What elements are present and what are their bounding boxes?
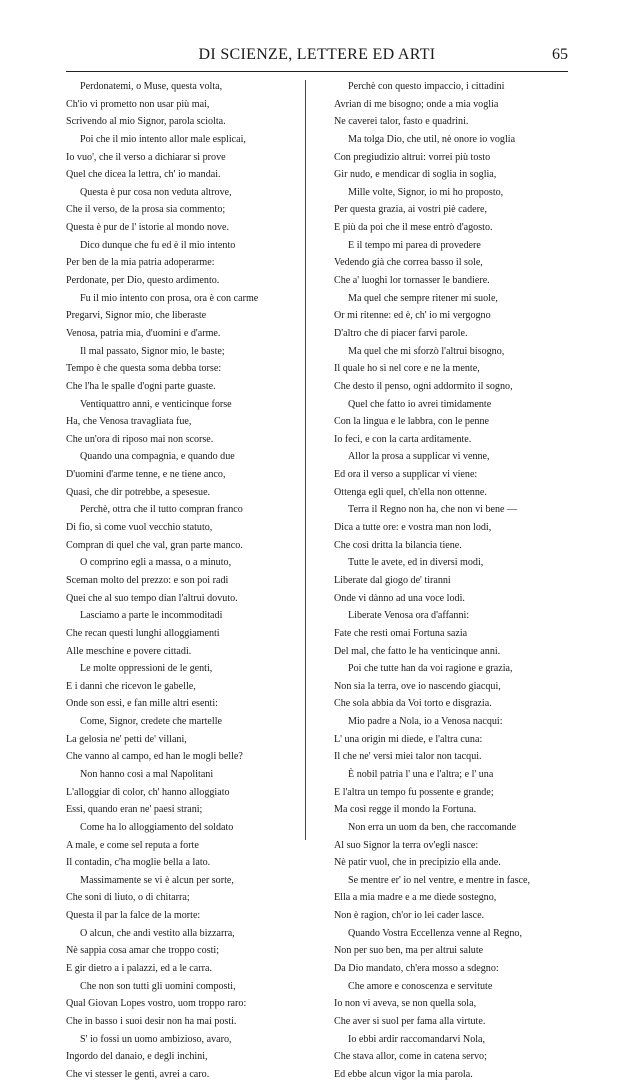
verse-line: O alcun, che andi vestito alla bizzarra, [80, 927, 235, 939]
verse-line: Tempo è che questa soma debba torse: [66, 363, 222, 375]
verse-line: Al suo Signor la terra ov'egli nasce: [334, 839, 479, 851]
verse-line: Ventiquattro anni, e venticinque forse [80, 398, 232, 410]
right-column [334, 78, 574, 1084]
verse-line: Non erra un uom da ben, che raccomande [348, 821, 517, 833]
verse-line: Che l'ha le spalle d'ogni parte guaste. [66, 380, 216, 392]
verse-line: Che recan questi lunghi alloggiamenti [66, 627, 220, 639]
verse-line: Lasciamo a parte le incommoditadi [80, 610, 223, 622]
verse-line: Tutte le avete, ed in diversi modi, [348, 557, 484, 569]
verse-line: Avrian di me bisogno; onde a mia voglia [334, 98, 499, 110]
verse-line: A male, e come sel reputa a forte [66, 839, 199, 851]
verse-line: D'altro che di piacer farvi parole. [334, 327, 468, 339]
verse-line: Nè patir vuol, che in precipizio ella ande. [334, 857, 501, 869]
verse-line: Con la lingua e le labbra, con le penne [334, 416, 489, 428]
verse-line: Quei che al suo tempo dian l'altrui dovuto. [66, 592, 238, 604]
verse-line: Scrivendo al mio Signor, parola sciolta. [66, 116, 226, 128]
verse-line: Sceman molto del prezzo: e son poi radi [66, 574, 229, 586]
verse-line: Ne caverei talor, fasto e quadrini. [334, 116, 469, 128]
verse-line: Liberate dal giogo de' tiranni [334, 574, 451, 586]
verse-line: Fate che resti omai Fortuna sazia [334, 627, 468, 639]
verse-line: La gelosia ne' petti de' villani, [66, 733, 187, 745]
verse-line: Quando Vostra Eccellenza venne al Regno, [348, 927, 522, 939]
verse-line: Che desto il penso, ogni addormito il sogno, [334, 380, 513, 392]
verse-line: Per questa grazia, ai vostri piè cadere, [334, 204, 488, 216]
running-title: DI SCIENZE, LETTERE ED ARTI [198, 46, 436, 63]
verse-line: L' una origin mi diede, e l'altra cuna: [334, 733, 483, 745]
verse-line: Questa il par la falce de la morte: [66, 910, 201, 922]
verse-line: Massimamente se vi è alcun per sorte, [80, 874, 234, 886]
verse-line: L'alloggiar di color, ch' hanno alloggiato [66, 786, 230, 798]
verse-line: Perdonatemi, o Muse, questa volta, [80, 81, 223, 92]
verse-line: Pregarvi, Signor mio, che liberaste [66, 310, 207, 322]
verse-line: Ma tolga Dio, che util, nè onore io voglia [348, 133, 516, 145]
verse-line: D'uomini d'arme tenne, e ne tiene anco, [66, 469, 226, 481]
verse-line: Ha, che Venosa travagliata fue, [66, 416, 192, 428]
verse-line: Del mal, che fatto le ha venticinque anni. [334, 645, 501, 657]
verse-line: Non hanno così a mal Napolitani [80, 768, 214, 780]
verse-line: Che il verso, de la prosa sia commento; [66, 204, 226, 216]
verse-line: Che stava allor, come in catena servo; [334, 1051, 487, 1063]
verse-line: È nobil patria l' una e l'altra; e l' una [348, 768, 494, 780]
verse-line: Questa è pur cosa non veduta altrove, [80, 186, 232, 198]
verse-line: Che aver si suol per fama alla virtute. [334, 1015, 486, 1027]
verse-line: O comprino egli a massa, o a minuto, [80, 557, 232, 569]
verse-line: Io non vi aveva, se non quella sola, [334, 998, 477, 1010]
verse-line: E l'altra un tempo fu possente e grande; [334, 786, 494, 798]
verse-line: Essi, quando eran ne' paesi strani; [66, 804, 203, 816]
verse-line: Il quale ho sì nel core e ne la mente, [334, 363, 480, 375]
verse-line: Quando una compagnia, e quando due [80, 451, 235, 463]
verse-line: Liberate Venosa ora d'affanni: [348, 610, 470, 622]
verse-line: Nè sappia cosa amar che troppo costi; [66, 945, 220, 957]
verse-line: Come, Signor, credete che martelle [80, 716, 222, 728]
verse-line: Compran di quel che val, gran parte manco. [66, 539, 243, 551]
verse-line: Di fio, sì come vuol vecchio statuto, [66, 522, 213, 534]
verse-line: Qual Giovan Lopes vostro, uom troppo raro: [66, 998, 247, 1010]
header-rule [66, 71, 568, 72]
verse-line: Venosa, patria mia, d'uomini e d'arme. [66, 327, 221, 339]
verse-line: Mio padre a Nola, io a Venosa nacqui: [348, 716, 503, 728]
verse-line: Da Dio mandato, ch'era mosso a sdegno: [334, 963, 499, 975]
verse-line: Questa è pur de l' istorie al mondo nove. [66, 222, 229, 234]
verse-line: E gir dietro a i palazzi, ed a le carra. [66, 963, 212, 975]
verse-line: Che in basso i suoi desir non ha mai posti. [66, 1015, 237, 1027]
verse-line: Poi che tutte han da voi ragione e grazia, [348, 663, 513, 675]
verse-line: Dico dunque che fu ed è il mio intento [80, 239, 236, 251]
verse-line: Perchè con questo impaccio, i cittadini [348, 81, 505, 92]
verse-line: Che sola abbia da Voi torto e disgrazia. [334, 698, 492, 710]
left-column [66, 78, 306, 1084]
verse-line: Onde son essi, e fan mille altri esenti: [66, 698, 218, 710]
verse-line: Ed ora il verso a supplicar vi viene: [334, 469, 478, 481]
verse-line: Che così dritta la bilancia tiene. [334, 539, 462, 551]
verse-line: Che vanno al campo, ed han le mogli belle? [66, 751, 243, 763]
verse-line: Con pregiudizio altrui: vorrei più tosto [334, 151, 491, 163]
verse-line: Come ha lo alloggiamento del soldato [80, 821, 234, 833]
verse-line: Ma quel che sempre ritener mi suole, [348, 292, 498, 304]
verse-line: Or mi ritenne: ed è, ch' io mi vergogno [334, 310, 491, 322]
verse-line: E i danni che ricevon le gabelle, [66, 680, 196, 692]
verse-line: Quel che fatto io avrei timidamente [348, 398, 492, 410]
verse-line: Alle meschine e povere cittadi. [66, 645, 192, 657]
verse-line: Mille volte, Signor, io mi ho proposto, [348, 186, 504, 198]
verse-line: Ed ebbe alcun vigor la mia parola. [334, 1068, 473, 1080]
verse-line: Le molte oppressioni de le genti, [80, 663, 213, 675]
verse-line: Che amore e conoscenza e servitute [348, 980, 493, 992]
verse-line: Fu il mio intento con prosa, ora è con carme [80, 292, 259, 304]
verse-line: Io vuo', che il verso a dichiarar si prove [66, 151, 226, 163]
verse-line: Ottenga egli quel, ch'ella non ottenne. [334, 486, 487, 498]
verse-line: Non per suo ben, ma per altrui salute [334, 945, 484, 957]
verse-line: Poi che il mio intento allor male esplicai, [80, 133, 246, 145]
verse-line: Ch'io vi prometto non usar più mai, [66, 98, 210, 110]
verse-line: Vedendo già che correa basso il sole, [334, 257, 483, 269]
verse-line: Che non son tutti gli uomini composti, [80, 980, 236, 992]
verse-line: Quasi, che dir potrebbe, a spesesue. [66, 486, 211, 498]
verse-line: Per ben de la mia patria adoperarme: [66, 257, 215, 269]
page-number: 65 [552, 46, 568, 63]
verse-line: Non è ragion, ch'or io lei cader lasce. [334, 910, 485, 922]
verse-line: E più da poi che il mese entrò d'agosto. [334, 222, 493, 234]
column-divider [305, 80, 306, 840]
page-header [66, 46, 568, 68]
verse-line: Che un'ora di riposo mai non scorse. [66, 433, 214, 445]
verse-line: Gir nudo, e mendicar di soglia in soglia, [334, 169, 497, 181]
verse-line: Perchè, ottra che il tutto compran franco [80, 504, 243, 516]
verse-line: Perdonate, per Dio, questo ardimento. [66, 275, 220, 287]
verse-line: Terra il Regno non ha, che non vi bene — [348, 504, 518, 516]
verse-line: Io ebbi ardir raccomandarvi Nola, [348, 1033, 486, 1045]
verse-line: Che soni di liuto, o di chitarra; [66, 892, 190, 904]
verse-line: Il contadin, c'ha moglie bella a lato. [66, 857, 211, 869]
verse-line: E il tempo mi parea di provedere [348, 239, 481, 251]
verse-line: Che a' luoghi lor tornasser le bandiere. [334, 275, 490, 287]
verse-line: Dica a tutte ore: e vostra man non lodi, [334, 522, 492, 534]
verse-line: Non sia la terra, ove io nascendo giacqui, [334, 680, 501, 692]
verse-line: Il che ne' versi miei talor non tacqui. [334, 751, 482, 763]
verse-line: S' io fossi un uomo ambizioso, avaro, [80, 1033, 232, 1045]
verse-line: Se mentre er' io nel ventre, e mentre in fasce, [348, 874, 531, 886]
verse-line: Che vi stesser le genti, avrei a caro. [66, 1068, 210, 1080]
verse-line: Io feci, e con la carta arditamente. [334, 433, 472, 445]
verse-line: Ma così regge il mondo la Fortuna. [334, 804, 477, 816]
verse-line: Onde vi dànno ad una voce lodi. [334, 592, 465, 604]
verse-line: Ingordo del danaio, e degli inchini, [66, 1051, 208, 1063]
verse-line: Ma quel che mi sforzò l'altrui bisogno, [348, 345, 505, 357]
verse-line: Quel che dicea la lettra, ch' io mandai. [66, 169, 221, 181]
verse-line: Allor la prosa a supplicar vi venne, [348, 451, 490, 463]
verse-line: Il mal passato, Signor mio, le baste; [80, 345, 225, 357]
verse-line: Ella a mia madre e a me diede sostegno, [334, 892, 497, 904]
